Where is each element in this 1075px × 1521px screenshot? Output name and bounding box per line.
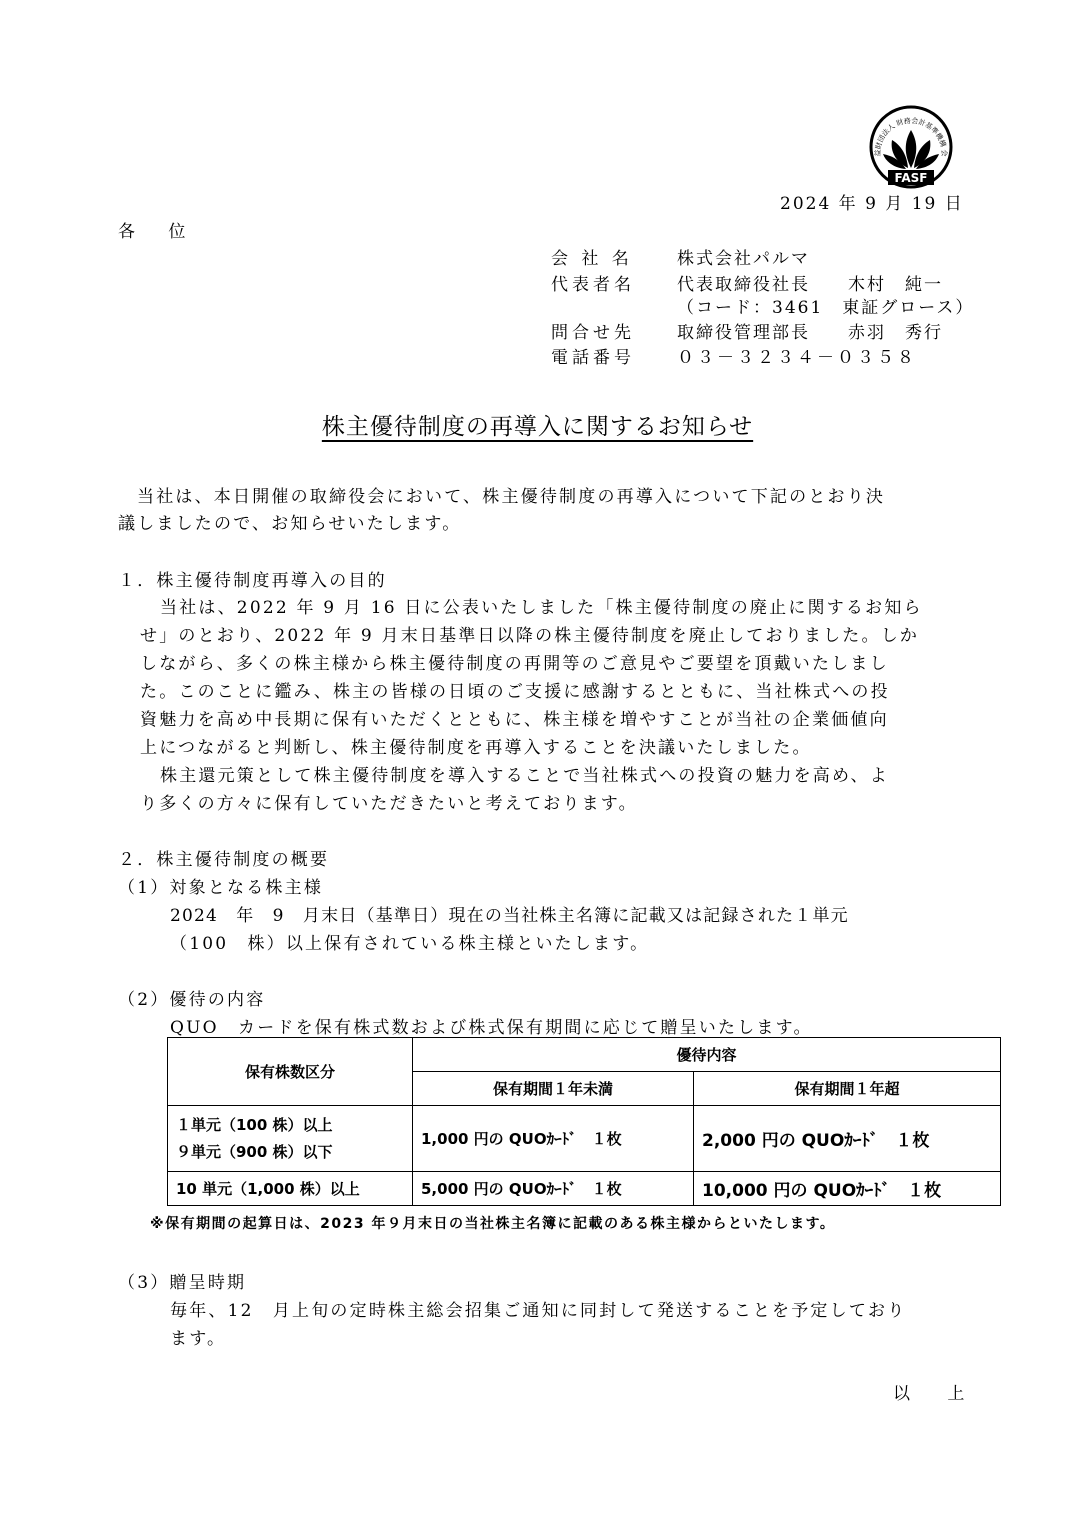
section1-line: せ」のとおり、2022 年 9 月末日基準日以降の株主優待制度を廃止しておりました。しか — [140, 626, 920, 646]
shares-range-min: １単元（100 株）以上 — [176, 1115, 333, 1134]
shares-range-max: ９単元（900 株）以下 — [176, 1142, 333, 1161]
page-title-text: 株主優待制度の再導入に関するお知らせ — [321, 414, 754, 440]
sub1-heading: （1）対象となる株主様 — [118, 878, 324, 898]
section2-heading: ２．株主優待制度の概要 — [118, 850, 330, 870]
section1-heading: １．株主優待制度再導入の目的 — [118, 571, 387, 591]
intro-line-2: 議しましたので、お知らせいたします。 — [118, 514, 462, 534]
section1-line: 当社は、2022 年 9 月 16 日に公表いたしました「株主優待制度の廃止に関するお知ら — [160, 598, 923, 618]
benefit-table — [167, 1037, 1001, 1206]
company-name-label: 会 社 名 — [551, 249, 633, 269]
representative-value: 代表取締役社長 木村 純一 — [677, 275, 943, 295]
table-row — [168, 1172, 1001, 1206]
section1-line: り多くの方々に保有していただきたいと考えております。 — [140, 794, 638, 814]
company-name-value: 株式会社パルマ — [677, 249, 810, 269]
addressee: 各 位 — [118, 222, 200, 242]
shares-range-cell: 10 単元（1,000 株）以上 — [168, 1172, 413, 1206]
header-over-1-year: 保有期間１年超 — [694, 1072, 1001, 1106]
section1-line: 資魅力を高め中長期に保有いただくとともに、株主様を増やすことが当社の企業価値向 — [140, 710, 889, 730]
section1-line: 株主還元策として株主優待制度を導入することで当社株式への投資の魅力を高め、よ — [160, 766, 889, 786]
table-note: ※保有期間の起算日は、2023 年９月末日の当社株主名簿に記載のある株主様からといたします。 — [150, 1216, 836, 1232]
section1-line: しながら、多くの株主様から株主優待制度の再開等のご意見やご要望を頂戴いたしまし — [140, 654, 889, 674]
svg-text:公益財団法人 財務会計基準機構 会員: 益財団法人 財務会計基準機構 会 — [873, 116, 949, 157]
fasf-logo — [866, 104, 956, 190]
table-row — [168, 1106, 1001, 1172]
sub3-line: ます。 — [170, 1329, 227, 1349]
page-title — [0, 408, 1075, 441]
sub1-line: 2024 年 9 月末日（基準日）現在の当社株主名簿に記載又は記録された１単元 — [170, 906, 849, 926]
header-shares: 保有株数区分 — [168, 1038, 413, 1106]
phone-value: ０３－３２３４－０３５８ — [677, 348, 917, 368]
section1-line: 上につながると判断し、株主優待制度を再導入することを決議いたしました。 — [140, 738, 812, 758]
sub2-lead: QUO カードを保有株式数および株式保有期間に応じて贈呈いたします。 — [170, 1018, 813, 1038]
benefit-under-1-year: 1,000 円の QUOｶｰﾄﾞ １枚 — [413, 1106, 694, 1172]
closing-mark: 以 上 — [893, 1384, 981, 1404]
sub3-line: 毎年、12 月上旬の定時株主総会招集ご通知に同封して発送することを予定しており — [170, 1301, 907, 1321]
issue-date: 2024 年 9 月 19 日 — [780, 194, 964, 214]
table-header-row — [168, 1038, 1001, 1072]
contact-label: 問合せ先 — [551, 323, 635, 343]
header-benefit: 優待内容 — [413, 1038, 1001, 1072]
sub2-heading: （2）優待の内容 — [118, 990, 266, 1010]
sub3-heading: （3）贈呈時期 — [118, 1273, 247, 1293]
fasf-logo-icon — [866, 104, 956, 190]
sub1-line: （100 株）以上保有されている株主様といたします。 — [170, 934, 650, 954]
stock-code: （コード：3461 東証グロース） — [677, 298, 975, 318]
representative-label: 代表者名 — [551, 275, 635, 295]
benefit-over-1-year: 10,000 円の QUOｶｰﾄﾞ １枚 — [694, 1172, 1001, 1206]
benefit-under-1-year: 5,000 円の QUOｶｰﾄﾞ １枚 — [413, 1172, 694, 1206]
header-under-1-year: 保有期間１年未満 — [413, 1072, 694, 1106]
section1-line: た。このことに鑑み、株主の皆様の日頃のご支援に感謝するとともに、当社株式への投 — [140, 682, 890, 702]
logo-text: FASF — [894, 171, 928, 185]
intro-line-1: 当社は、本日開催の取締役会において、株主優待制度の再導入について下記のとおり決 — [137, 487, 886, 507]
phone-label: 電話番号 — [551, 348, 635, 368]
shares-range-cell — [168, 1106, 413, 1172]
contact-value: 取締役管理部長 赤羽 秀行 — [677, 323, 943, 343]
benefit-over-1-year: 2,000 円の QUOｶｰﾄﾞ １枚 — [694, 1106, 1001, 1172]
